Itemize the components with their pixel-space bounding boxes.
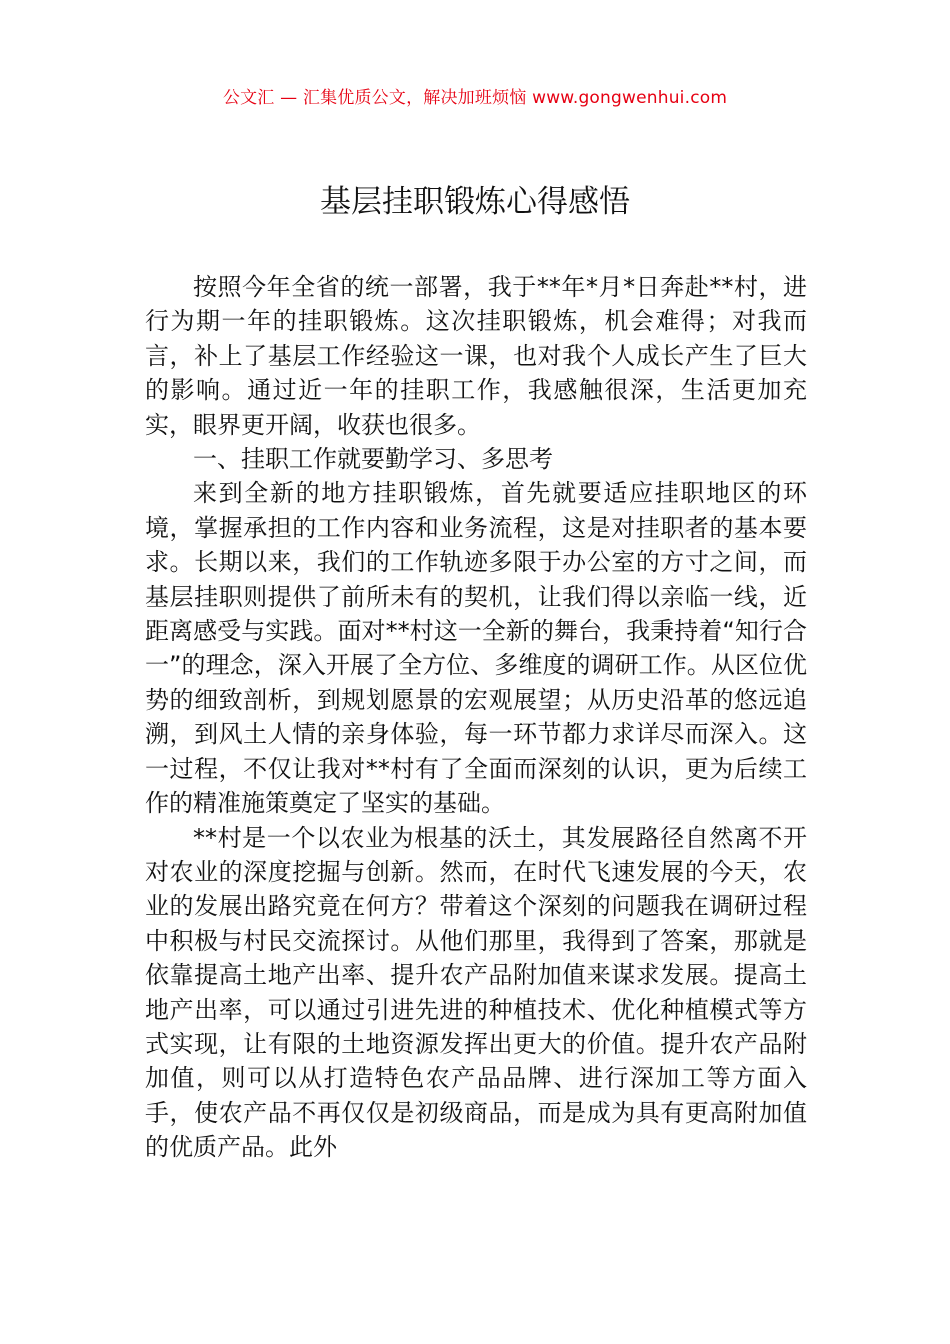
paragraph-adapt-environment: 来到全新的地方挂职锻炼，首先就要适应挂职地区的环境，掌握承担的工作内容和业务流程，这是对挂职者的基本要求。长期以来，我们的工作轨迹多限于办公室的方寸之间，而基层挂职则提供了前所未有的契机，让我们得以亲临一线，近距离感受与实践。面对**村这一全新的舞台，我秉持着“知行合一”的理念，深入开展了全方位、多维度的调研工作。从区位优势的细致剖析，到规划愿景的宏观展望；从历史沿革的悠远追溯，到风土人情的亲身体验，每一环节都力求详尽而深入。这一过程，不仅让我对**村有了全面而深刻的认识，更为后续工作的精准施策奠定了坚实的基础。 [145,479,807,818]
section-heading-1: 一、挂职工作就要勤学习、多思考 [193,445,553,474]
document-title: 基层挂职锻炼心得感悟 [320,184,630,220]
site-banner: 公文汇 — 汇集优质公文，解决加班烦恼 www.gongwenhui.com [222,88,728,108]
document-body [145,270,807,1165]
paragraph-intro: 按照今年全省的统一部署，我于**年*月*日奔赴**村，进行为期一年的挂职锻炼。这次挂职锻炼，机会难得；对我而言，补上了基层工作经验这一课，也对我个人成长产生了巨大的影响。通过近一年的挂职工作，我感触很深，生活更加充实，眼界更开阔，收获也很多。 [145,273,807,439]
paragraph-agriculture-development: **村是一个以农业为根基的沃土，其发展路径自然离不开对农业的深度挖掘与创新。然而，在时代飞速发展的今天，农业的发展出路究竟在何方？带着这个深刻的问题我在调研过程中积极与村民交流探讨。从他们那里，我得到了答案，那就是依靠提高土地产出率、提升农产品附加值来谋求发展。提高土地产出率，可以通过引进先进的种植技术、优化种植模式等方式实现，让有限的土地资源发挥出更大的价值。提升农产品附加值，则可以从打造特色农产品品牌、进行深加工等方面入手，使农产品不再仅仅是初级商品，而是成为具有更高附加值的优质产品。此外 [145,823,807,1162]
